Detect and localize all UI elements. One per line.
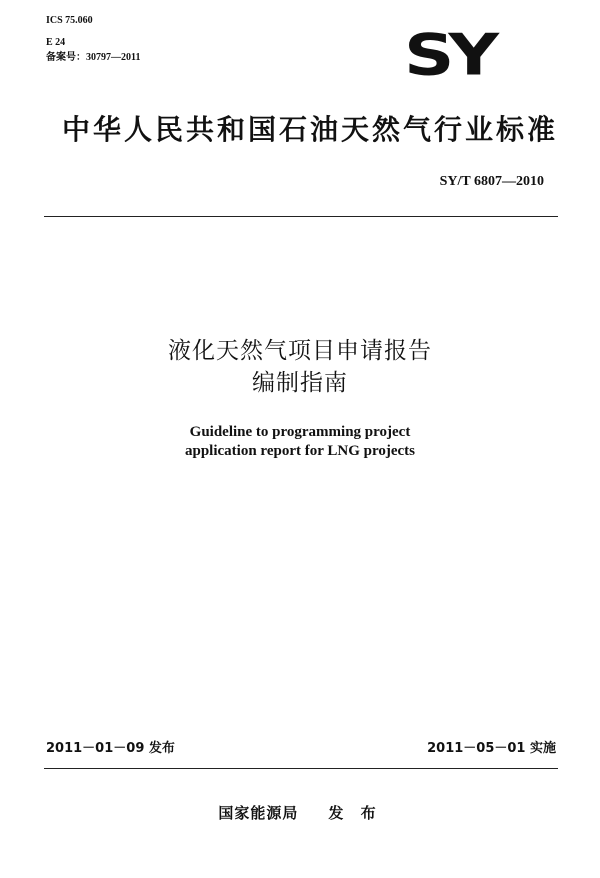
sy-logo: SY [404,20,494,89]
standard-number: SY/T 6807—2010 [439,174,544,189]
ics-code: ICS 75.060 [46,15,93,26]
filing-number: 备案号：30797—2011 [46,52,141,63]
publisher-name: 国家能源局 [218,804,299,822]
publisher-line [0,804,600,822]
industry-standard-title: 中华人民共和国石油天然气行业标准 [62,113,559,146]
document-title-chinese-line1: 液化天然气项目申请报告 [168,338,432,364]
classification-code: E 24 [46,37,66,48]
footer-divider [44,768,558,769]
issue-date: 2011－01－09 发布 [46,741,175,756]
implementation-date: 2011－05－01 实施 [427,741,556,756]
publish-label: 发 布 [328,804,382,822]
document-title-chinese-line2: 编制指南 [252,370,348,396]
document-title-english-line2: application report for LNG projects [185,443,415,459]
document-title-english-line1: Guideline to programming project [189,424,411,440]
header-divider [44,216,558,217]
